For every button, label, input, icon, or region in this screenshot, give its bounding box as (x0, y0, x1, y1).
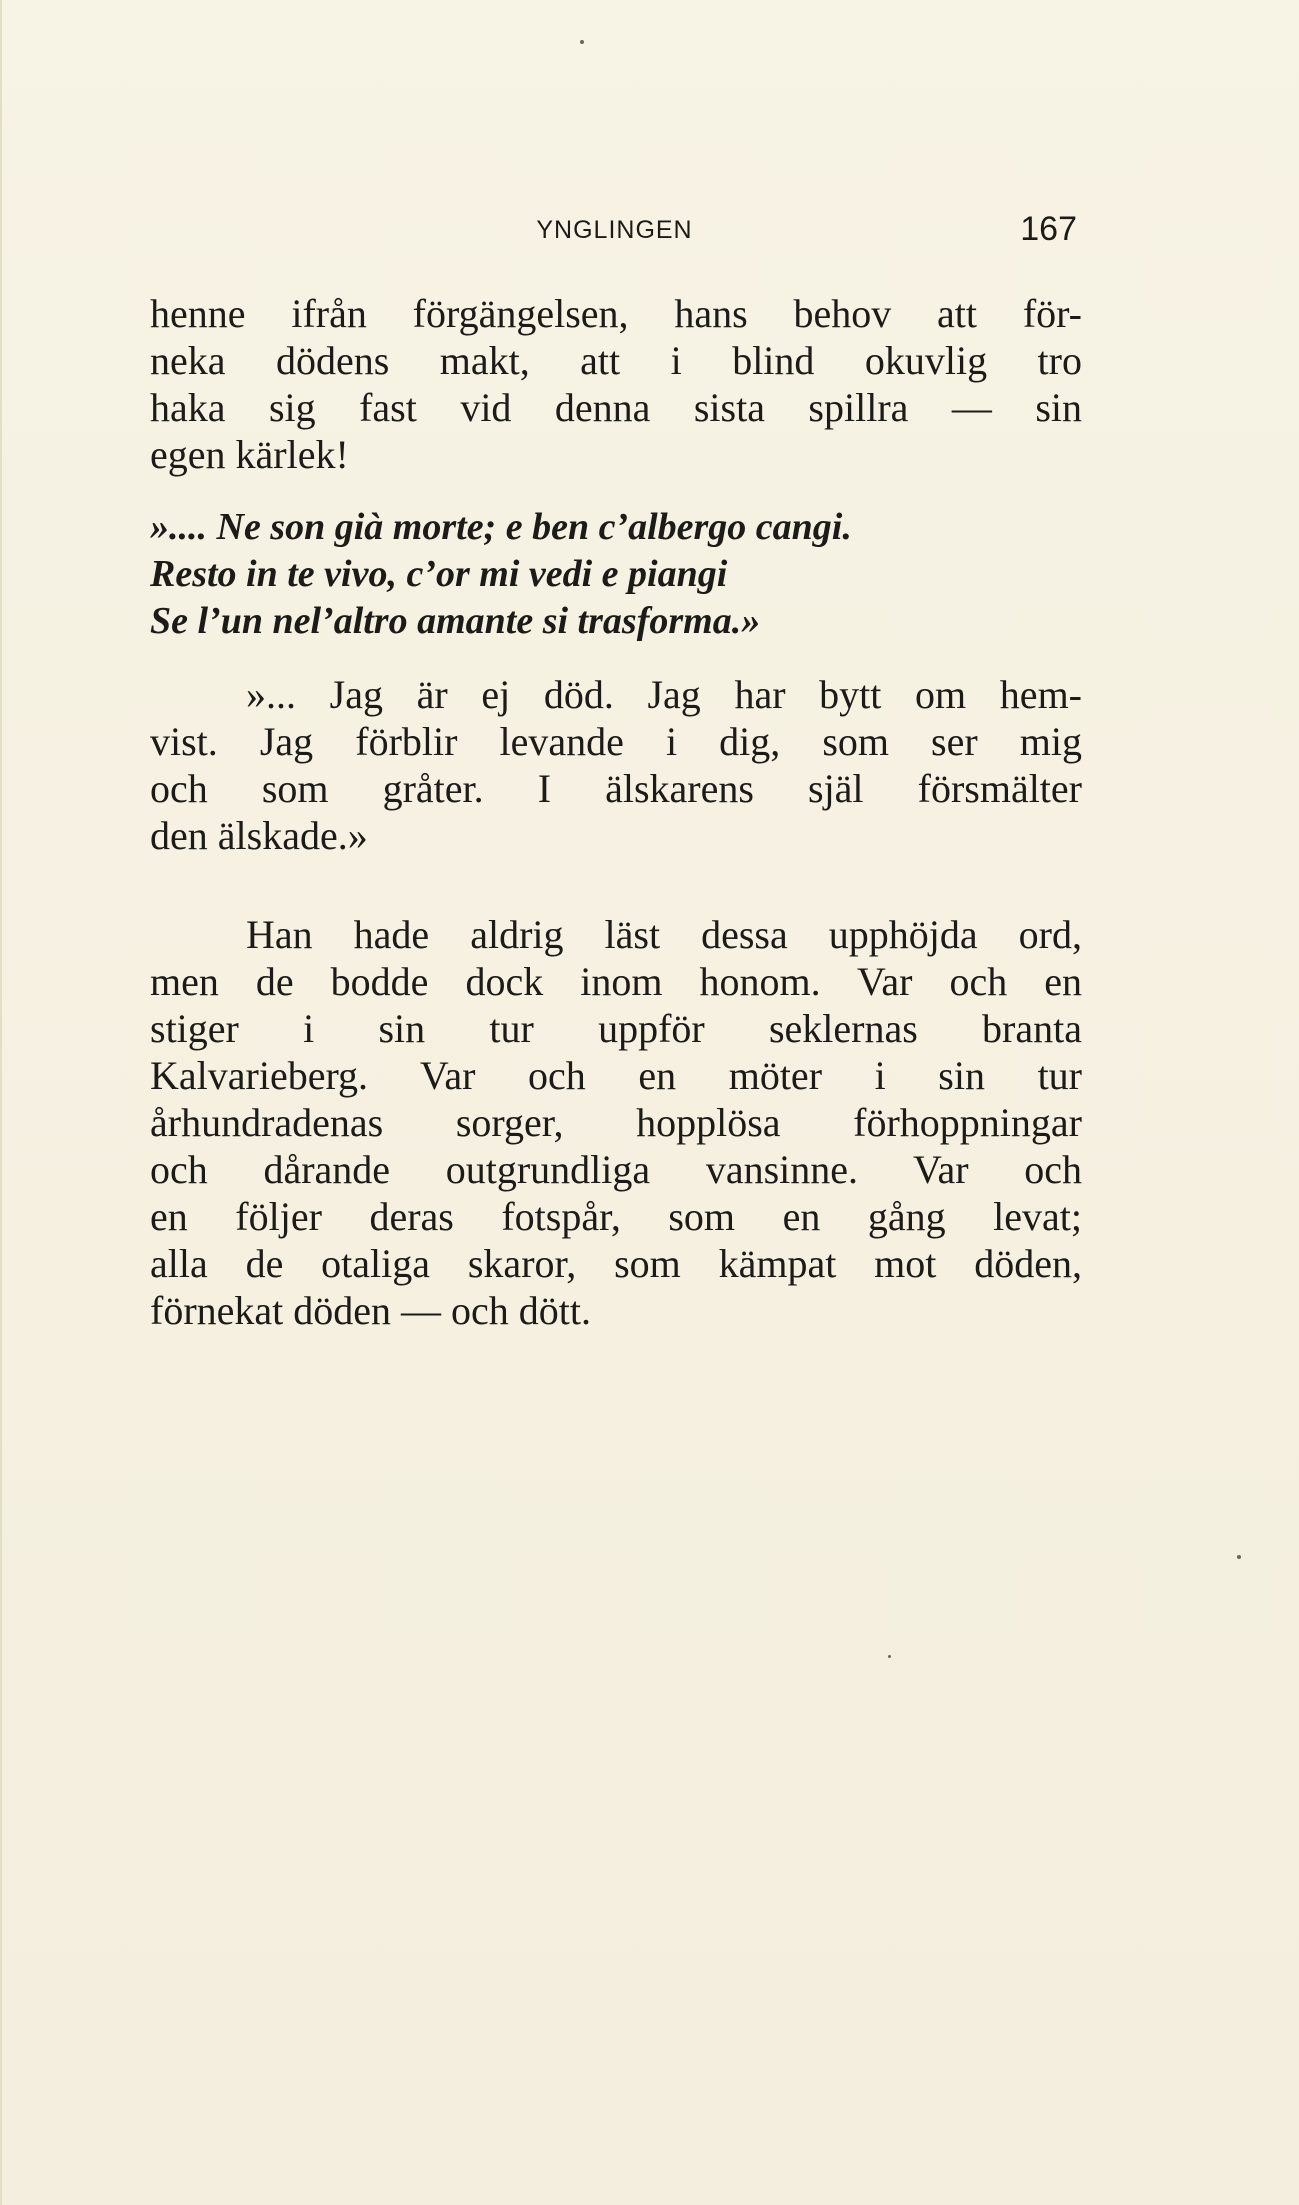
text-line: vist. Jag förblir levande i dig, som ser mig (150, 719, 1082, 764)
text-line: den älskade.» (150, 813, 368, 858)
paper-speck (888, 1655, 891, 1658)
text-line: alla de otaliga skaror, som kämpat mot döden, (150, 1241, 1082, 1286)
text-line: neka dödens makt, att i blind okuvlig tro (150, 338, 1082, 383)
text-line: och dårande outgrundliga vansinne. Var och (150, 1147, 1082, 1192)
paragraph-1 (150, 290, 1082, 478)
text-line: förnekat döden — och dött. (150, 1288, 591, 1333)
page-header (152, 210, 1077, 260)
text-line: Han hade aldrig läst dessa upphöjda ord, (246, 912, 1082, 957)
running-title: YNGLINGEN (536, 216, 693, 244)
paper-speck (580, 40, 584, 44)
text-line: haka sig fast vid denna sista spillra — sin (150, 385, 1082, 430)
verse-line: Se l’un nel’altro amante si trasforma.» (150, 600, 761, 642)
text-line: egen kärlek! (150, 432, 349, 477)
paper-speck (1237, 1555, 1241, 1559)
text-line: stiger i sin tur uppför seklernas branta (150, 1006, 1082, 1051)
text-line: Kalvarieberg. Var och en möter i sin tur (150, 1053, 1082, 1098)
verse-line: ».... Ne son già morte; e ben c’albergo cangi. (150, 506, 852, 548)
page-number: 167 (1020, 210, 1077, 248)
text-line: och som gråter. I älskarens själ försmälter (150, 766, 1082, 811)
paragraph-2 (150, 911, 1082, 1334)
body-text (150, 290, 1082, 1334)
text-line: men de bodde dock inom honom. Var och en (150, 959, 1082, 1004)
text-line: en följer deras fotspår, som en gång levat; (150, 1194, 1082, 1239)
swedish-translation (150, 671, 1082, 859)
text-line: »... Jag är ej död. Jag har bytt om hem- (246, 672, 1082, 717)
text-line: århundradenas sorger, hopplösa förhoppningar (150, 1100, 1082, 1145)
verse-line: Resto in te vivo, c’or mi vedi e piangi (150, 553, 728, 595)
italian-quote (150, 504, 1082, 645)
text-line: henne ifrån förgängelsen, hans behov att för- (150, 291, 1082, 336)
